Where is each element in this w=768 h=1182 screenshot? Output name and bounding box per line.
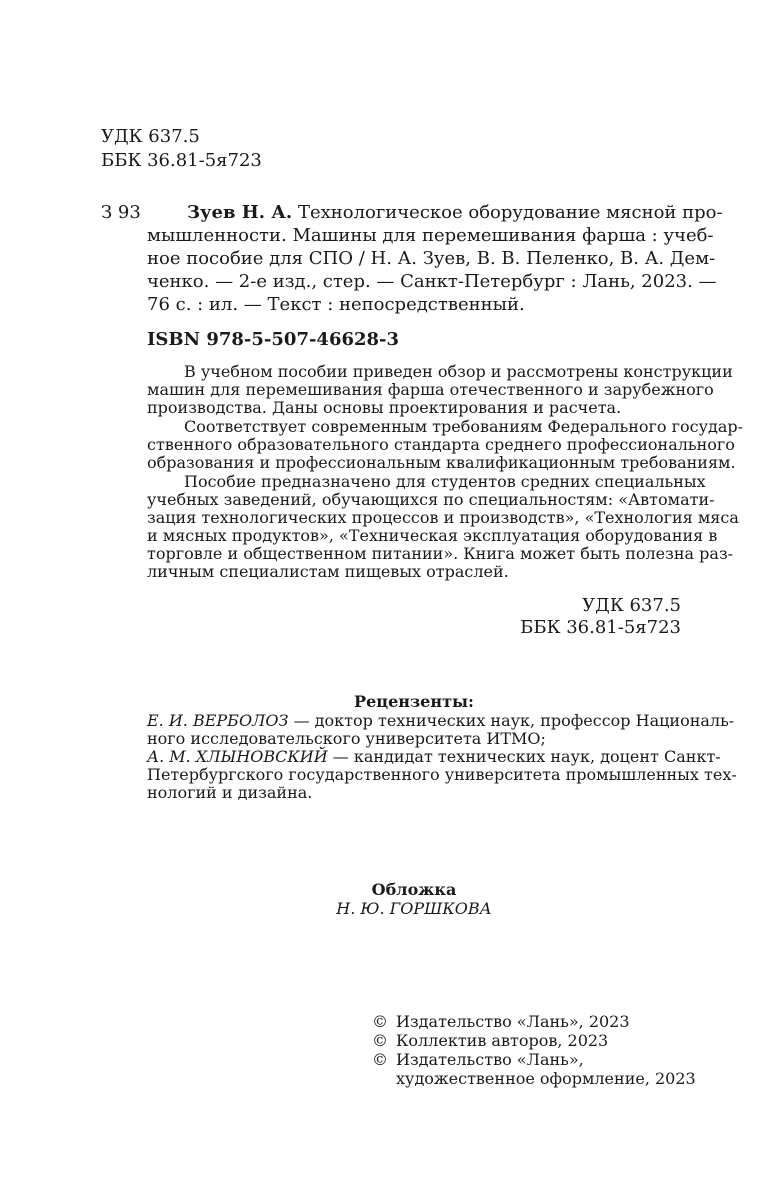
reviewer-1-desc: — доктор технических наук, профессор Националь- xyxy=(288,711,735,730)
udk-code-top: УДК 637.5 xyxy=(101,126,200,147)
udk-code-bottom: УДК 637.5 xyxy=(582,595,681,616)
bbk-code-top: ББК 36.81-5я723 xyxy=(101,150,262,171)
cover-designer: Н. Ю. ГОРШКОВА xyxy=(336,899,492,918)
annotation-p3-line-1: Пособие предназначено для студентов средних специальных xyxy=(184,472,706,491)
author-name: Зуев Н. А. xyxy=(187,202,293,223)
annotation-p3-line-4: и мясных продуктов», «Техническая эксплуатация оборудования в xyxy=(147,526,718,545)
copyright-symbol-3: © xyxy=(372,1050,388,1069)
reviewers-heading: Рецензенты: xyxy=(354,692,474,711)
reviewer-2-line-2: Петербургского государственного университета промышленных тех- xyxy=(147,765,737,784)
annotation-p3-line-3: зация технологических процессов и производств», «Технология мяса xyxy=(147,508,739,527)
cover-heading: Обложка xyxy=(371,880,457,899)
annotation-p3-line-5: торговле и общественном питании». Книга может быть полезна раз- xyxy=(147,544,734,563)
bbk-code-bottom: ББК 36.81-5я723 xyxy=(520,617,681,638)
reviewer-2-desc: — кандидат технических наук, доцент Санкт- xyxy=(327,747,721,766)
annotation-p2-line-2: ственного образовательного стандарта среднего профессионального xyxy=(147,435,735,454)
copyright-line-1: Издательство «Лань», 2023 xyxy=(396,1012,630,1031)
annotation-p3-line-6: личным специалистам пищевых отраслей. xyxy=(147,562,509,581)
reviewer-1-name: Е. И. ВЕРБОЛОЗ xyxy=(147,711,289,730)
isbn: ISBN 978-5-507-46628-3 xyxy=(147,329,400,350)
copyright-line-4: художественное оформление, 2023 xyxy=(396,1069,696,1088)
entry-title-start: Технологическое оборудование мясной про- xyxy=(297,202,723,223)
entry-line-4: ченко. — 2-е изд., стер. — Санкт-Петербург : Лань, 2023. — xyxy=(147,271,717,292)
annotation-p3-line-2: учебных заведений, обучающихся по специальностям: «Автомати- xyxy=(147,490,715,509)
annotation-p2-line-1: Соответствует современным требованиям Федерального государ- xyxy=(184,417,744,436)
annotation-p2-line-3: образования и профессиональным квалификационным требованиям. xyxy=(147,453,736,472)
annotation-p1-line-1: В учебном пособии приведен обзор и рассмотрены конструкции xyxy=(184,362,733,381)
entry-line-5: 76 с. : ил. — Текст : непосредственный. xyxy=(147,294,525,315)
author-code: З 93 xyxy=(101,202,141,223)
copyright-symbol-2: © xyxy=(372,1031,388,1050)
copyright-line-3: Издательство «Лань», xyxy=(396,1050,584,1069)
reviewer-2-name: А. М. ХЛЫНОВСКИЙ xyxy=(147,747,328,766)
reviewer-1-line-1 xyxy=(147,711,735,731)
copyright-line-2: Коллектив авторов, 2023 xyxy=(396,1031,609,1050)
annotation-p1-line-3: производства. Даны основы проектирования и расчета. xyxy=(147,398,622,417)
entry-line-3: ное пособие для СПО / Н. А. Зуев, В. В. Пеленко, В. А. Дем- xyxy=(147,248,716,269)
copyright-symbol-1: © xyxy=(372,1012,388,1031)
entry-line-1 xyxy=(187,202,723,223)
reviewer-2-line-3: нологий и дизайна. xyxy=(147,783,313,802)
reviewer-2-line-1 xyxy=(147,747,721,767)
reviewer-1-line-2: ного исследовательского университета ИТМО; xyxy=(147,729,546,748)
entry-line-2: мышленности. Машины для перемешивания фарша : учеб- xyxy=(147,225,714,246)
annotation-p1-line-2: машин для перемешивания фарша отечественного и зарубежного xyxy=(147,380,714,399)
